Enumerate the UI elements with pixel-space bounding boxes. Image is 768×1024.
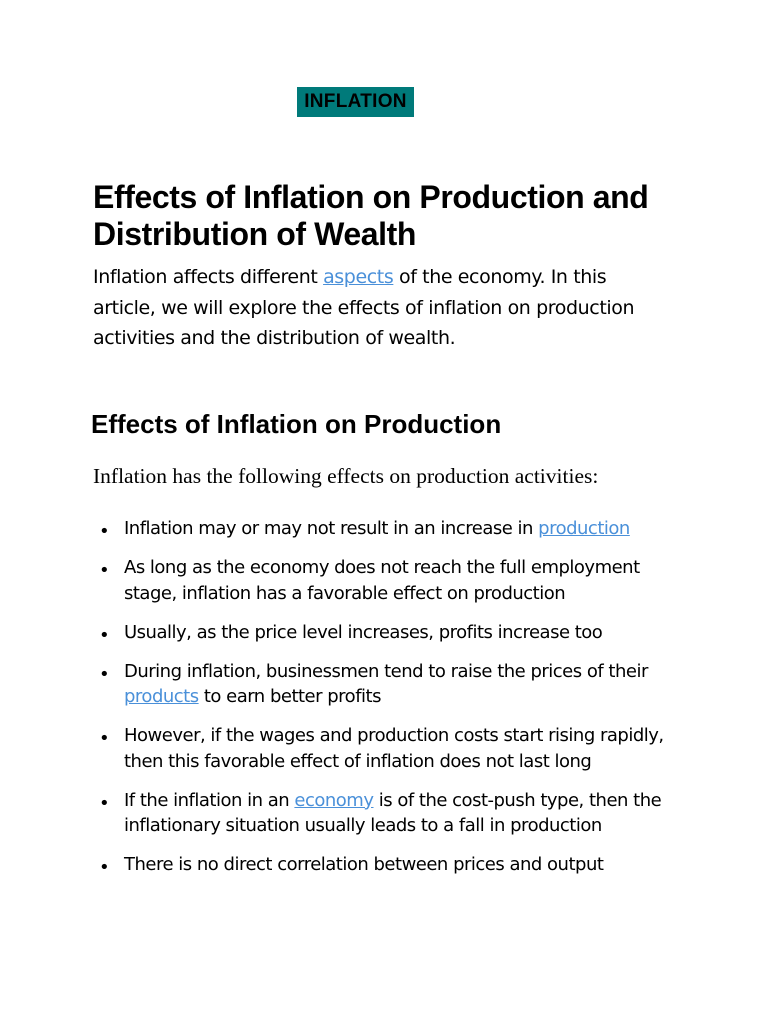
bullet-icon: • xyxy=(99,792,110,814)
list-item xyxy=(93,516,683,542)
list-item xyxy=(93,788,683,839)
list-item-text: However, if the wages and production costs start rising rapidly, then this favorable effect of inflation does not last long xyxy=(124,725,664,772)
list-item-text: Inflation may or may not result in an increase in xyxy=(124,518,539,539)
list-item-text: As long as the economy does not reach the full employment stage, inflation has a favorable effect on production xyxy=(124,557,640,604)
list-item-text-after: to earn better profits xyxy=(198,686,381,707)
bullet-icon: • xyxy=(99,663,110,685)
intro-text-after: of the economy. In this article, we will explore the effects of inflation on production activities and the distribution of wealth. xyxy=(93,266,635,349)
list-item xyxy=(93,659,683,710)
list-item-text: During inflation, businessmen tend to raise the prices of their xyxy=(124,660,648,682)
aspects-link[interactable]: aspects xyxy=(323,266,394,288)
list-item xyxy=(93,723,683,774)
inflation-badge: INFLATION xyxy=(297,87,414,117)
intro-text-before: Inflation affects different xyxy=(93,266,324,288)
list-item-text: Usually, as the price level increases, profits increase too xyxy=(124,621,603,643)
list-item xyxy=(93,620,683,646)
section-lead: Inflation has the following effects on production activities: xyxy=(93,464,599,488)
list-item xyxy=(93,852,683,878)
production-link[interactable]: production xyxy=(538,518,630,539)
list-item-text: If the inflation in an xyxy=(124,789,295,811)
page-title: Effects of Inflation on Production and Distribution of Wealth xyxy=(93,179,649,252)
bullet-icon: • xyxy=(99,624,110,646)
bullet-icon: • xyxy=(99,560,110,581)
list-item-text-after: is of the cost-push type, then the inflationary situation usually leads to a fall in production xyxy=(124,789,662,836)
bullet-icon: • xyxy=(99,521,110,542)
economy-link[interactable]: economy xyxy=(294,789,374,811)
bullet-icon: • xyxy=(99,728,110,749)
list-item xyxy=(93,555,683,606)
intro-paragraph xyxy=(93,262,653,354)
effects-list xyxy=(93,516,683,891)
list-item-text: There is no direct correlation between prices and output xyxy=(124,854,604,875)
products-link[interactable]: products xyxy=(124,686,199,707)
bullet-icon: • xyxy=(99,857,110,878)
section-heading: Effects of Inflation on Production xyxy=(91,409,502,439)
